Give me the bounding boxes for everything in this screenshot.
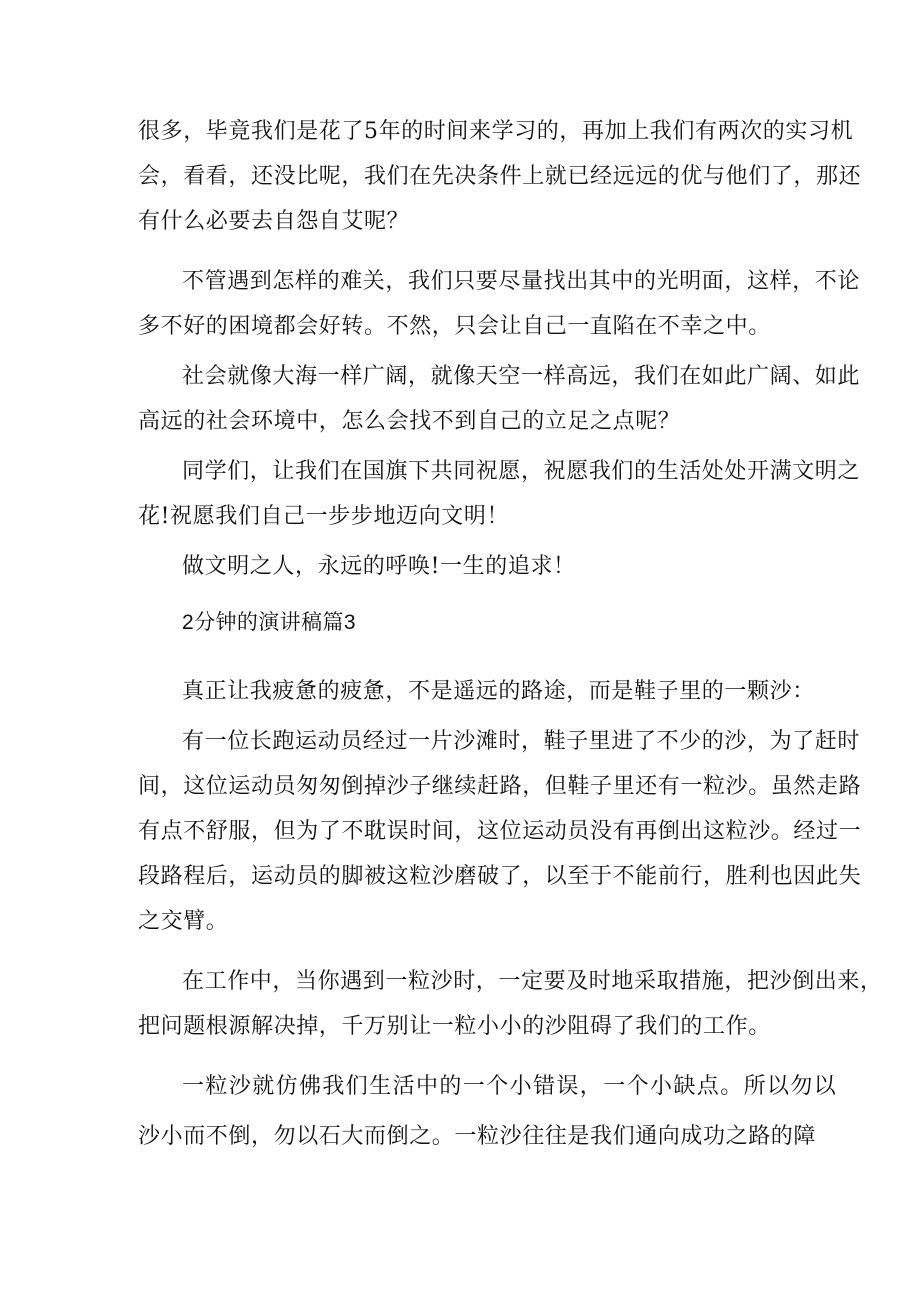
paragraph-line: 段路程后，运动员的脚被这粒沙磨破了，以至于不能前行，胜利也因此失 — [138, 864, 862, 889]
paragraph-line: 沙小而不倒，勿以石大而倒之。一粒沙往往是我们通向成功之路的障 — [138, 1124, 817, 1149]
paragraph-line: 会，看看，还没比呢，我们在先决条件上就已经远远的优与他们了，那还 — [138, 164, 862, 189]
section-heading: 2分钟的演讲稿篇3 — [182, 611, 356, 634]
paragraph-line: 社会就像大海一样广阔，就像天空一样高远，我们在如此广阔、如此 — [182, 364, 861, 389]
paragraph-line: 有什么必要去自怨自艾呢？ — [138, 209, 410, 234]
paragraph-line: 把问题根源解决掉，千万别让一粒小小的沙阻碍了我们的工作。 — [138, 1014, 771, 1039]
paragraph-line: 做文明之人，永远的呼唤!一生的追求！ — [182, 554, 576, 579]
paragraph-line: 很多，毕竟我们是花了5年的时间来学习的，再加上我们有两次的实习机 — [138, 119, 854, 144]
paragraph-line: 不管遇到怎样的难关，我们只要尽量找出其中的光明面，这样，不论 — [182, 269, 861, 294]
paragraph-line: 间，这位运动员匆匆倒掉沙子继续赶路，但鞋子里还有一粒沙。虽然走路 — [138, 774, 862, 799]
paragraph-line: 一粒沙就仿佛我们生活中的一个小错误，一个小缺点。所以勿以 — [182, 1074, 838, 1099]
paragraph-line: 之交臂。 — [138, 909, 229, 934]
paragraph-line: 有一位长跑运动员经过一片沙滩时，鞋子里进了不少的沙，为了赶时 — [182, 729, 861, 754]
paragraph-line: 真正让我疲惫的疲惫，不是遥远的路途，而是鞋子里的一颗沙： — [182, 679, 815, 704]
paragraph-line: 同学们，让我们在国旗下共同祝愿，祝愿我们的生活处处开满文明之 — [182, 459, 861, 484]
paragraph-line: 在工作中，当你遇到一粒沙时，一定要及时地采取措施，把沙倒出来， — [182, 969, 883, 994]
paragraph-line: 多不好的困境都会好转。不然，只会让自己一直陷在不幸之中。 — [138, 314, 771, 339]
paragraph-line: 花!祝愿我们自己一步步地迈向文明！ — [138, 504, 510, 529]
paragraph-line: 有点不舒服，但为了不耽误时间，这位运动员没有再倒出这粒沙。经过一 — [138, 819, 862, 844]
paragraph-line: 高远的社会环境中，怎么会找不到自己的立足之点呢？ — [138, 409, 681, 434]
